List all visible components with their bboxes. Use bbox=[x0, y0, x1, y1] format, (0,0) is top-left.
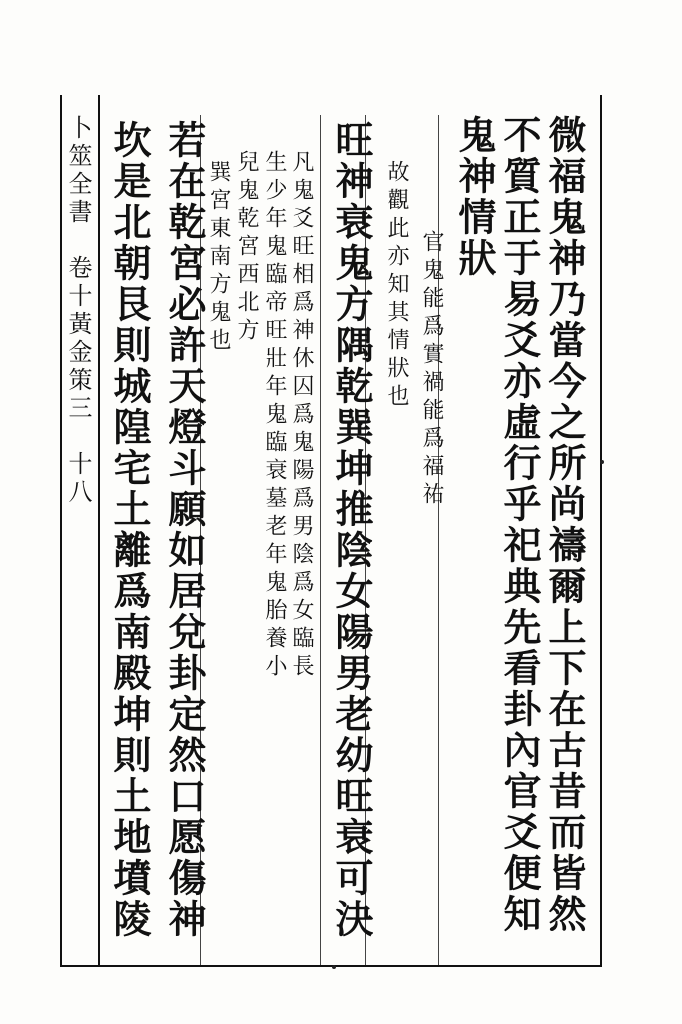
commentary-column-5: 兒鬼乾宮西北方 bbox=[234, 150, 259, 346]
text-column-3: 鬼神情狀 bbox=[452, 115, 497, 279]
bottom-border-line bbox=[60, 965, 602, 967]
commentary-column-6: 巽宮東南方鬼也 bbox=[206, 160, 231, 356]
commentary-column-3: 凡鬼爻旺相爲神休囚爲鬼陽爲男陰爲女臨長 bbox=[289, 150, 314, 682]
commentary-column-1: 官鬼能爲實禍能爲福祐 bbox=[419, 230, 444, 510]
right-border-line bbox=[600, 95, 602, 965]
text-column-5: 若在乾宮必許天燈斗願如居兌卦定然口愿傷神 bbox=[162, 120, 207, 940]
column-divider bbox=[320, 115, 321, 965]
left-border-line bbox=[60, 95, 62, 965]
text-column-1: 微福鬼神乃當今之所尚禱爾上下在古昔而皆然 bbox=[542, 115, 587, 935]
commentary-column-2: 故觀此亦知其情狀也 bbox=[384, 160, 409, 412]
punctuation-mark bbox=[332, 965, 336, 969]
text-column-4: 旺神衰鬼方隅乾巽坤推陰女陽男老幼旺衰可決 bbox=[329, 120, 374, 940]
commentary-column-4: 生少年鬼臨帝旺壯年鬼臨衰墓老年鬼胎養小 bbox=[262, 150, 287, 682]
punctuation-mark bbox=[600, 460, 604, 464]
text-column-2: 不質正于易爻亦虛行乎祀典先看卦內官爻便知 bbox=[497, 115, 542, 935]
margin-title: 卜筮全書 卷十黃金策三 十八 bbox=[64, 115, 92, 507]
text-column-6: 坎是北朝艮則城隍宅土離爲南殿坤則土地墳陵 bbox=[107, 120, 152, 940]
fold-margin-line bbox=[98, 95, 100, 965]
